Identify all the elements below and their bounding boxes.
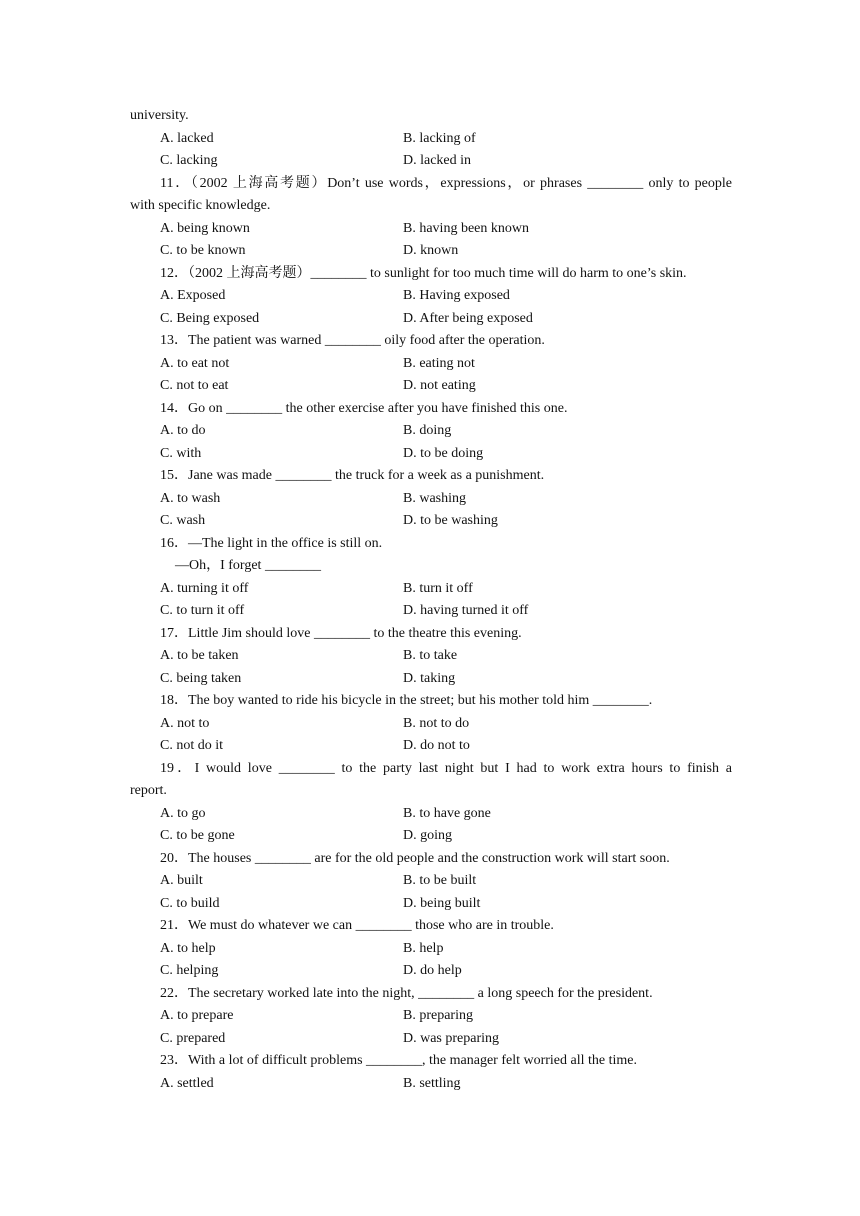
question-17-stem: 17．Little Jim should love ________ to the theatre this evening. xyxy=(160,625,522,641)
question-22-options-row-2 xyxy=(130,1028,732,1051)
question-18-stem: 18．The boy wanted to ride his bicycle in the street; but his mother told him ________. xyxy=(160,693,653,708)
question-16-option-d: D. having turned it off xyxy=(403,603,529,618)
question-19-option-a: A. to go xyxy=(160,805,206,821)
question-19-options-row-2 xyxy=(130,825,732,848)
question-15-option-d: D. to be washing xyxy=(403,513,498,528)
question-20-stem: 20．The houses ________ are for the old people and the construction work will start soon. xyxy=(160,850,670,866)
question-13-option-d: D. not eating xyxy=(403,378,476,393)
question-22-options-row-1 xyxy=(130,1005,732,1028)
question-21-stem: 21．We must do whatever we can ________ those who are in trouble. xyxy=(160,918,554,933)
question-16-options-row-2 xyxy=(130,600,732,623)
question-19-option-b: B. to have gone xyxy=(403,805,491,821)
question-18-option-d: D. do not to xyxy=(403,738,470,753)
question-14-option-a: A. to do xyxy=(160,423,206,438)
question-18-option-a: A. not to xyxy=(160,715,210,731)
question-19-stem-line-2: report. xyxy=(130,783,167,798)
question-22-option-b: B. preparing xyxy=(403,1008,473,1023)
question-18-option-c: C. not do it xyxy=(160,738,224,753)
question-21-option-b: B. help xyxy=(403,940,444,956)
question-22-option-a: A. to prepare xyxy=(160,1008,234,1023)
question-22-option-c: C. prepared xyxy=(160,1030,226,1046)
question-19-options-row-1 xyxy=(130,803,732,826)
question-20-options-row-1 xyxy=(130,870,732,893)
question-11-option-d: D. known xyxy=(403,243,459,258)
question-10-option-d: D. lacked in xyxy=(403,153,472,168)
question-18-option-b: B. not to do xyxy=(403,715,470,731)
question-11-option-c: C. to be known xyxy=(160,243,246,258)
question-19-option-d: D. going xyxy=(403,828,452,843)
question-16-stem-line-2: —Oh，I forget ________ xyxy=(175,558,321,573)
question-14-options-row-1 xyxy=(130,420,732,443)
question-16-options-row-1 xyxy=(130,578,732,601)
question-18-options-row-2 xyxy=(130,735,732,758)
question-13-option-b: B. eating not xyxy=(403,355,475,371)
question-11-option-b: B. having been known xyxy=(403,220,529,236)
question-20-options-row-2 xyxy=(130,893,732,916)
question-14-option-c: C. with xyxy=(160,445,202,461)
question-17-option-a: A. to be taken xyxy=(160,648,239,663)
question-23-options-row-1 xyxy=(130,1073,732,1096)
question-11-options-row-1 xyxy=(130,218,732,241)
question-19-stem-line-1: 19．I would love ________ to the party last night but I had to work extra hours to finish a xyxy=(160,760,732,776)
question-17-option-c: C. being taken xyxy=(160,670,242,686)
document-page xyxy=(130,105,732,1095)
question-14-option-d: D. to be doing xyxy=(403,445,484,461)
question-13-option-c: C. not to eat xyxy=(160,378,229,393)
question-23-option-b: B. settling xyxy=(403,1075,461,1091)
question-21-options-row-1 xyxy=(130,938,732,961)
question-14-option-b: B. doing xyxy=(403,423,452,438)
question-20-option-d: D. being built xyxy=(403,895,481,911)
question-22-option-d: D. was preparing xyxy=(403,1030,500,1046)
question-11-option-a: A. being known xyxy=(160,220,250,236)
question-11-stem-line-2: with specific knowledge. xyxy=(130,198,271,213)
question-13-options-row-1 xyxy=(130,353,732,376)
question-23-option-a: A. settled xyxy=(160,1075,214,1091)
question-18-options-row-1 xyxy=(130,713,732,736)
question-12-stem: 12．（2002 上海高考题）________ to sunlight for too much time will do harm to one’s skin. xyxy=(160,265,687,281)
question-15-option-a: A. to wash xyxy=(160,490,221,506)
question-19-option-c: C. to be gone xyxy=(160,828,235,843)
question-20-option-b: B. to be built xyxy=(403,873,477,888)
question-12-option-a: A. Exposed xyxy=(160,288,226,303)
question-10-options-row-2 xyxy=(130,150,732,173)
question-21-option-d: D. do help xyxy=(403,963,462,978)
question-17-option-d: D. taking xyxy=(403,670,456,686)
question-17-options-row-1 xyxy=(130,645,732,668)
question-23-stem: 23．With a lot of difficult problems ________, the manager felt worried all the time. xyxy=(160,1053,638,1068)
question-17-options-row-2 xyxy=(130,668,732,691)
question-15-stem: 15．Jane was made ________ the truck for a week as a punishment. xyxy=(160,468,545,483)
question-16-stem-line-1: 16．—The light in the office is still on. xyxy=(160,535,383,551)
question-12-options-row-1 xyxy=(130,285,732,308)
question-12-options-row-2 xyxy=(130,308,732,331)
question-12-option-b: B. Having exposed xyxy=(403,288,510,303)
question-21-option-c: C. helping xyxy=(160,963,219,978)
question-15-options-row-2 xyxy=(130,510,732,533)
question-22-stem: 22．The secretary worked late into the night, ________ a long speech for the president. xyxy=(160,985,653,1001)
question-13-option-a: A. to eat not xyxy=(160,355,230,371)
question-17-option-b: B. to take xyxy=(403,648,458,663)
question-10-option-a: A. lacked xyxy=(160,130,214,146)
question-16-option-b: B. turn it off xyxy=(403,580,473,596)
question-13-stem: 13．The patient was warned ________ oily food after the operation. xyxy=(160,333,545,348)
question-10-continuation: university. xyxy=(130,108,189,123)
question-12-option-d: D. After being exposed xyxy=(403,310,533,326)
question-11-options-row-2 xyxy=(130,240,732,263)
question-13-options-row-2 xyxy=(130,375,732,398)
question-20-option-a: A. built xyxy=(160,873,203,888)
question-15-option-c: C. wash xyxy=(160,513,206,528)
question-10-option-c: C. lacking xyxy=(160,153,218,168)
question-10-options-row-1 xyxy=(130,128,732,151)
question-20-option-c: C. to build xyxy=(160,895,220,911)
question-15-option-b: B. washing xyxy=(403,490,466,506)
question-11-stem-line-1: 11．（2002 上海高考题）Don’t use words，expressions，or phrases ________ only to people xyxy=(160,175,732,191)
question-14-stem: 14．Go on ________ the other exercise after you have finished this one. xyxy=(160,400,568,416)
question-16-option-c: C. to turn it off xyxy=(160,603,245,618)
question-10-option-b: B. lacking of xyxy=(403,130,476,146)
question-21-option-a: A. to help xyxy=(160,940,216,956)
question-16-option-a: A. turning it off xyxy=(160,580,249,596)
question-15-options-row-1 xyxy=(130,488,732,511)
question-12-option-c: C. Being exposed xyxy=(160,310,260,326)
question-14-options-row-2 xyxy=(130,443,732,466)
question-21-options-row-2 xyxy=(130,960,732,983)
